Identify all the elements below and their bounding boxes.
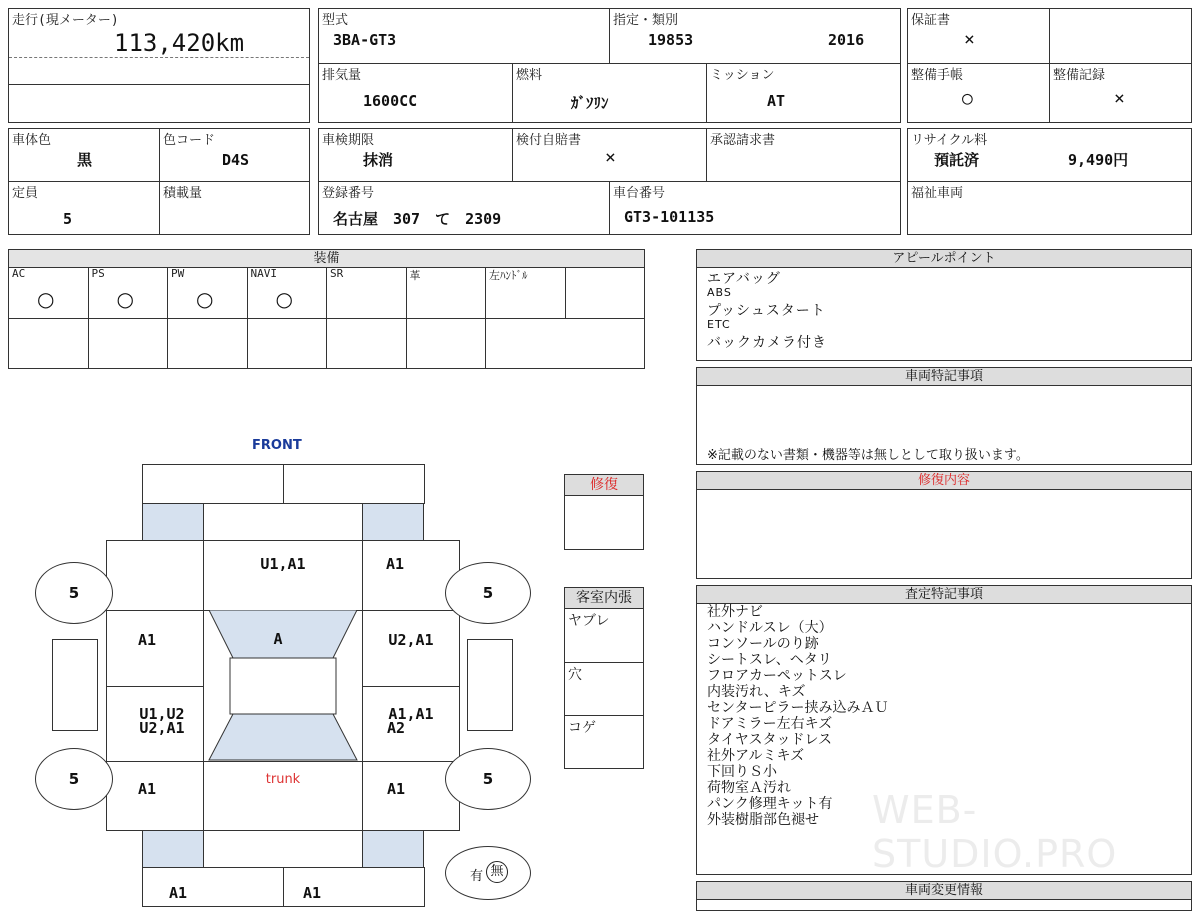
interior-item: ヤブレ	[565, 608, 643, 663]
insurance-value: ×	[605, 147, 616, 168]
equipment-cell	[168, 267, 248, 319]
model-box	[318, 8, 610, 64]
repair-detail-box	[696, 471, 1192, 579]
equipment-mark: ○	[116, 287, 134, 311]
assessment-line: 荷物室Ａ汚れ	[707, 780, 791, 796]
recycle-amount: 9,490円	[1068, 151, 1129, 169]
designation-box	[609, 8, 901, 64]
front-bumper-right	[283, 464, 425, 504]
special-title: 車両特記事項	[697, 368, 1191, 386]
displacement-value: 1600CC	[363, 92, 418, 110]
approval-label: 承認請求書	[710, 133, 776, 148]
load-box	[159, 181, 310, 235]
front-pillar-right	[362, 503, 424, 541]
color-box	[8, 128, 160, 182]
mirror-right	[467, 639, 513, 731]
maint-book-box	[907, 63, 1050, 123]
assessment-line: センターピラー挟み込みＡＵ	[707, 700, 889, 716]
front-pillar-left	[142, 503, 204, 541]
maint-book-label: 整備手帳	[911, 68, 964, 83]
equipment-label: SR	[330, 267, 344, 280]
rear-pillar-right	[362, 830, 424, 868]
change-title: 車両変更情報	[697, 882, 1191, 900]
equipment-cell	[248, 267, 328, 319]
maint-record-value: ×	[1114, 88, 1125, 109]
repair-title: 修復	[565, 475, 643, 496]
registration-value: 名古屋 307 て 2309	[333, 210, 502, 228]
assessment-line: 内装汚れ、キズ	[707, 684, 806, 700]
assessment-line: 外装樹脂部色褪せ	[707, 812, 819, 828]
fuel-box	[512, 63, 707, 123]
chassis-box	[609, 181, 901, 235]
front-label: FRONT	[252, 438, 302, 453]
insurance-label: 検付自賠書	[516, 133, 582, 148]
maint-book-value: ○	[962, 88, 973, 109]
repair-detail-title: 修復内容	[697, 472, 1191, 490]
fuel-value: ｶﾞｿﾘﾝ	[571, 94, 609, 112]
maint-record-box	[1049, 63, 1192, 123]
special-box	[696, 367, 1192, 465]
front-bumper-left	[142, 464, 284, 504]
equipment-label: PS	[91, 267, 105, 280]
assessment-line: シートスレ、ヘタリ	[707, 652, 832, 668]
color-label: 車体色	[12, 133, 52, 148]
equipment-mark: ○	[275, 287, 293, 311]
tire-fl: 5	[35, 562, 113, 624]
chassis-label: 車台番号	[613, 186, 666, 201]
equipment-cell	[9, 267, 89, 319]
assessment-line: ハンドルスレ（大）	[707, 620, 833, 636]
assessment-line: タイヤスタッドレス	[707, 732, 833, 748]
fuel-label: 燃料	[516, 68, 543, 83]
recycle-label: リサイクル料	[911, 133, 988, 148]
appeal-line: バックカメラ付き	[707, 335, 827, 351]
registration-box	[318, 181, 610, 235]
welfare-box	[907, 181, 1192, 235]
assessment-line: 社外アルミキズ	[707, 748, 805, 764]
interior-item: 穴	[565, 662, 643, 716]
rear-bumper-left: A1	[142, 867, 284, 907]
transmission-value: AT	[767, 92, 786, 110]
tire-rl: 5	[35, 748, 113, 810]
appeal-title: アピールポイント	[697, 250, 1191, 268]
interior-item: コゲ	[568, 720, 596, 736]
assessment-line: ドアミラー左右キズ	[707, 716, 833, 732]
trunk-bottom	[203, 830, 363, 868]
warranty-value: ×	[964, 29, 975, 50]
trunk-lid: trunk	[203, 761, 363, 831]
warranty-box	[907, 8, 1050, 64]
insurance-box	[512, 128, 707, 182]
welfare-label: 福祉車両	[911, 186, 964, 201]
chassis-value: GT3-101135	[624, 208, 715, 226]
equipment-cell	[89, 267, 169, 319]
assessment-line: 社外ナビ	[707, 604, 763, 620]
appeal-line: エアバッグ	[707, 271, 781, 287]
fender-fl	[106, 540, 204, 611]
equipment-label: 左ﾊﾝﾄﾞﾙ	[489, 269, 528, 282]
model-value: 3BA-GT3	[333, 31, 397, 49]
door-fr: U2,A1	[362, 610, 460, 687]
equipment-cell	[407, 267, 487, 319]
equipment-label: 革	[409, 269, 421, 282]
mirror-left	[52, 639, 98, 731]
capacity-label: 定員	[12, 186, 39, 201]
spare-stamp	[445, 846, 531, 900]
interior-box	[564, 587, 644, 769]
assessment-line: コンソールのり跡	[707, 636, 819, 652]
inspection-value: 抹消	[363, 151, 394, 169]
equipment-cell-empty	[248, 319, 328, 369]
displacement-label: 排気量	[322, 68, 362, 83]
fender-fr: A1	[362, 540, 460, 611]
appeal-box	[696, 249, 1192, 361]
recycle-status: 預託済	[934, 151, 980, 169]
designation-label: 指定・類別	[613, 13, 679, 28]
blank-box-top-right	[1049, 8, 1192, 64]
equipment-cell	[486, 267, 566, 319]
mileage-value: 113,420km	[114, 29, 245, 57]
change-box	[696, 881, 1192, 911]
door-fl: A1	[106, 610, 204, 687]
equipment-label: NAVI	[250, 267, 277, 280]
equipment-mark: ○	[196, 287, 214, 311]
equipment-cell-empty	[9, 319, 89, 369]
equipment-cell-empty	[89, 319, 169, 369]
designation-year: 2016	[828, 31, 865, 49]
special-note: ※記載のない書類・機器等は無しとして取り扱います。	[707, 448, 1029, 463]
color-code-label: 色コード	[163, 133, 216, 148]
transmission-box	[706, 63, 901, 123]
equipment-label: PW	[171, 267, 185, 280]
tire-fr: 5	[445, 562, 531, 624]
color-value: 黒	[77, 151, 93, 169]
capacity-value: 5	[63, 210, 73, 228]
inspection-box	[318, 128, 513, 182]
equipment-cell-empty	[327, 319, 407, 369]
assessment-title: 査定特記事項	[697, 586, 1191, 604]
model-label: 型式	[322, 13, 349, 28]
equipment-cell-empty	[407, 319, 487, 369]
maint-record-label: 整備記録	[1053, 68, 1106, 83]
door-rr: A1,A1 A2	[362, 686, 460, 762]
equipment-cell	[327, 267, 407, 319]
registration-label: 登録番号	[322, 186, 375, 201]
rear-pillar-left	[142, 830, 204, 868]
repair-box	[564, 474, 644, 550]
assessment-line: 下回りＳ小	[707, 764, 777, 780]
fender-rr: A1	[362, 761, 460, 831]
assessment-line: パンク修理キット有	[707, 796, 833, 812]
transmission-label: ミッション	[710, 68, 775, 83]
mileage-box	[8, 8, 310, 123]
appeal-line: ABS	[707, 286, 732, 299]
load-label: 積載量	[163, 186, 203, 201]
hood-top	[203, 503, 363, 541]
equipment-cell-empty	[168, 319, 248, 369]
stamp-yes: 有	[470, 869, 484, 884]
interior-title: 客室内張	[565, 588, 643, 609]
equipment-title: 装備	[9, 250, 644, 268]
displacement-box	[318, 63, 513, 123]
assessment-line: フロアカーペットスレ	[707, 668, 847, 684]
designation-number: 19853	[648, 31, 694, 49]
appeal-line: プッシュスタート	[707, 303, 826, 319]
appeal-line: ETC	[707, 318, 731, 331]
equipment-cell-empty	[486, 319, 566, 369]
warranty-label: 保証書	[911, 13, 951, 28]
equipment-mark: ○	[37, 287, 55, 311]
equipment-table	[8, 249, 645, 369]
approval-box	[706, 128, 901, 182]
tire-rr: 5	[445, 748, 531, 810]
mileage-label: 走行(現メーター)	[12, 13, 119, 28]
fender-rl: A1	[106, 761, 204, 831]
inspection-label: 車検期限	[322, 133, 375, 148]
hood: U1,A1	[203, 540, 363, 611]
windshield-code: A	[273, 630, 283, 648]
recycle-box	[907, 128, 1192, 182]
capacity-box	[8, 181, 160, 235]
watermark: WEB-STUDIO.PRO	[872, 788, 1118, 876]
rear-bumper-right: A1	[283, 867, 425, 907]
door-rl: U1,U2 U2,A1	[106, 686, 204, 762]
equipment-label: AC	[12, 267, 26, 280]
color-code-box	[159, 128, 310, 182]
stamp-no: 無	[486, 861, 508, 883]
color-code-value: D4S	[222, 151, 250, 169]
equipment-cell	[566, 267, 646, 319]
